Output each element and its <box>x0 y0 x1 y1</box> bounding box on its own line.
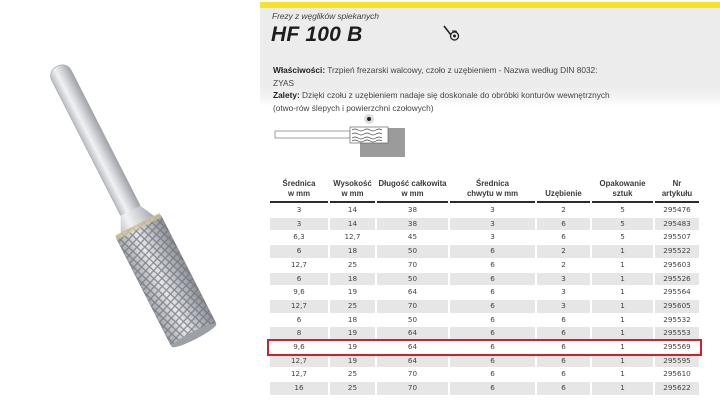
cell-diameter: 12,7 <box>270 355 328 368</box>
carbide-burr-image <box>0 0 250 403</box>
cell-packaging: 1 <box>620 259 625 269</box>
cell-height: 14 <box>347 205 358 214</box>
cell-total-length: 50 <box>377 245 448 258</box>
cell-height: 19 <box>330 327 375 340</box>
cell-packaging: 1 <box>592 355 653 368</box>
table-row <box>270 341 699 354</box>
cell-shank-diameter: 3 <box>490 232 495 242</box>
cell-toothing: 3 <box>561 287 566 297</box>
cell-shank-diameter: 3 <box>450 218 535 231</box>
cell-article-number: 295526 <box>655 273 699 286</box>
cell-shank-diameter: 6 <box>490 314 495 324</box>
cell-total-length: 64 <box>377 355 448 368</box>
table-row <box>270 286 699 299</box>
product-title: HF 100 B <box>271 23 363 46</box>
table-row <box>270 204 699 217</box>
cell-height: 19 <box>330 355 375 368</box>
cell-article-number: 295483 <box>655 218 699 231</box>
header-height: Wysokość w mm <box>330 177 375 203</box>
cell-article-number: 295569 <box>655 341 699 354</box>
cell-packaging: 1 <box>592 273 653 286</box>
catalog-page <box>260 0 720 403</box>
cell-article-number: 295564 <box>663 287 691 297</box>
cell-toothing: 2 <box>537 245 590 258</box>
cell-packaging: 1 <box>592 300 653 313</box>
cell-packaging: 1 <box>592 327 653 340</box>
cell-total-length: 38 <box>377 218 448 231</box>
cell-toothing: 6 <box>537 327 590 340</box>
cell-total-length: 45 <box>407 232 418 242</box>
cell-packaging: 1 <box>620 287 625 297</box>
cell-article-number: 295610 <box>663 369 691 379</box>
properties-text: Trzpień frezarski walcowy, czoło z uzębieniem - Nazwa według DIN 8032: ZYAS <box>273 65 598 88</box>
cell-article-number: 295603 <box>663 259 691 269</box>
cell-total-length: 50 <box>407 314 418 324</box>
cell-diameter: 16 <box>270 382 328 395</box>
specification-table <box>268 176 701 396</box>
cell-packaging: 5 <box>620 205 625 214</box>
cell-toothing: 2 <box>561 205 566 214</box>
header-shank-diameter: Średnica chwytu w mm <box>450 177 535 203</box>
cell-article-number: 295622 <box>655 382 699 395</box>
cell-toothing: 6 <box>537 341 590 354</box>
category-label: Frezy z węglików spiekanych <box>272 11 379 21</box>
cell-toothing: 6 <box>561 314 566 324</box>
advantages-text: Dzięki czołu z uzębieniem nadaje się doskonale do obróbki konturów wewnętrznych (otwo-rów ślepych i powierzchni czołowych) <box>273 90 610 113</box>
cell-shank-diameter: 6 <box>450 382 535 395</box>
table-row <box>270 327 699 340</box>
cell-height: 19 <box>347 287 358 297</box>
cell-toothing: 3 <box>537 273 590 286</box>
cell-total-length: 64 <box>407 287 418 297</box>
cell-toothing: 6 <box>561 232 566 242</box>
cell-packaging: 5 <box>620 232 625 242</box>
cell-article-number: 295532 <box>663 314 691 324</box>
table-row <box>270 231 699 244</box>
cell-packaging: 1 <box>620 369 625 379</box>
cell-packaging: 1 <box>620 314 625 324</box>
table-row <box>270 218 699 231</box>
header-article-number: Nr artykułu <box>655 177 699 203</box>
cell-toothing: 6 <box>537 355 590 368</box>
cell-shank-diameter: 6 <box>450 245 535 258</box>
table-row <box>270 273 699 286</box>
header-diameter: Średnica w mm <box>270 177 328 203</box>
cell-toothing: 2 <box>561 259 566 269</box>
cell-height: 18 <box>330 245 375 258</box>
cell-article-number: 295605 <box>655 300 699 313</box>
cell-diameter: 12,7 <box>270 300 328 313</box>
cell-total-length: 38 <box>407 205 418 214</box>
cell-shank-diameter: 3 <box>490 205 495 214</box>
table-row <box>270 382 699 395</box>
header-packaging: Opakowanie sztuk <box>592 177 653 203</box>
cell-diameter: 12,7 <box>290 259 307 269</box>
cell-article-number: 295553 <box>655 327 699 340</box>
product-description <box>273 64 613 114</box>
cell-diameter: 3 <box>270 218 328 231</box>
cell-shank-diameter: 6 <box>450 273 535 286</box>
cell-height: 18 <box>347 314 358 324</box>
cell-shank-diameter: 6 <box>490 287 495 297</box>
cell-height: 25 <box>330 382 375 395</box>
cell-total-length: 70 <box>377 300 448 313</box>
cell-total-length: 64 <box>377 341 448 354</box>
cell-diameter: 6 <box>270 273 328 286</box>
advantages-label: Zalety: <box>273 90 300 100</box>
cell-toothing: 6 <box>537 218 590 231</box>
cell-height: 25 <box>347 369 358 379</box>
table-row <box>270 259 699 272</box>
cell-packaging: 5 <box>592 218 653 231</box>
cell-shank-diameter: 6 <box>450 355 535 368</box>
table-row <box>270 355 699 368</box>
cell-total-length: 70 <box>407 259 418 269</box>
cell-article-number: 295476 <box>663 205 691 214</box>
table-body <box>270 204 699 395</box>
cell-height: 14 <box>330 218 375 231</box>
table-header-row <box>270 177 699 203</box>
cell-diameter: 8 <box>270 327 328 340</box>
table-row <box>270 368 699 381</box>
table-row <box>270 314 699 327</box>
cell-height: 19 <box>330 341 375 354</box>
header-toothing: Uzębienie <box>537 177 590 203</box>
cell-shank-diameter: 6 <box>450 341 535 354</box>
cell-packaging: 1 <box>592 341 653 354</box>
table-row <box>270 300 699 313</box>
cell-toothing: 6 <box>561 369 566 379</box>
cell-packaging: 1 <box>592 245 653 258</box>
properties-line <box>273 64 613 89</box>
usage-schematic <box>265 112 415 162</box>
cell-article-number: 295595 <box>655 355 699 368</box>
properties-label: Właściwości: <box>273 65 326 75</box>
cell-toothing: 6 <box>537 382 590 395</box>
cell-height: 25 <box>330 300 375 313</box>
cell-toothing: 3 <box>537 300 590 313</box>
product-photo <box>0 0 250 403</box>
cell-diameter: 12,7 <box>290 369 307 379</box>
cell-article-number: 295522 <box>655 245 699 258</box>
cell-diameter: 9,6 <box>293 287 305 297</box>
cell-diameter: 6 <box>296 314 302 324</box>
cell-height: 18 <box>330 273 375 286</box>
header-total-length: Długość całkowita w mm <box>377 177 448 203</box>
table-row <box>270 245 699 258</box>
cell-total-length: 50 <box>377 273 448 286</box>
cell-diameter: 3 <box>296 205 302 214</box>
cell-article-number: 295507 <box>663 232 691 242</box>
cell-diameter: 6 <box>270 245 328 258</box>
cell-shank-diameter: 6 <box>450 327 535 340</box>
cell-shank-diameter: 6 <box>450 300 535 313</box>
cell-diameter: 6,3 <box>293 232 305 242</box>
cell-total-length: 70 <box>377 382 448 395</box>
cell-shank-diameter: 6 <box>490 369 495 379</box>
cell-height: 25 <box>347 259 358 269</box>
advantages-line <box>273 89 613 114</box>
cell-diameter: 9,6 <box>270 341 328 354</box>
cell-total-length: 70 <box>407 369 418 379</box>
cell-packaging: 1 <box>592 382 653 395</box>
hand-grinder-icon <box>443 24 461 42</box>
cell-height: 12,7 <box>344 232 361 242</box>
cell-shank-diameter: 6 <box>490 259 495 269</box>
cell-total-length: 64 <box>377 327 448 340</box>
